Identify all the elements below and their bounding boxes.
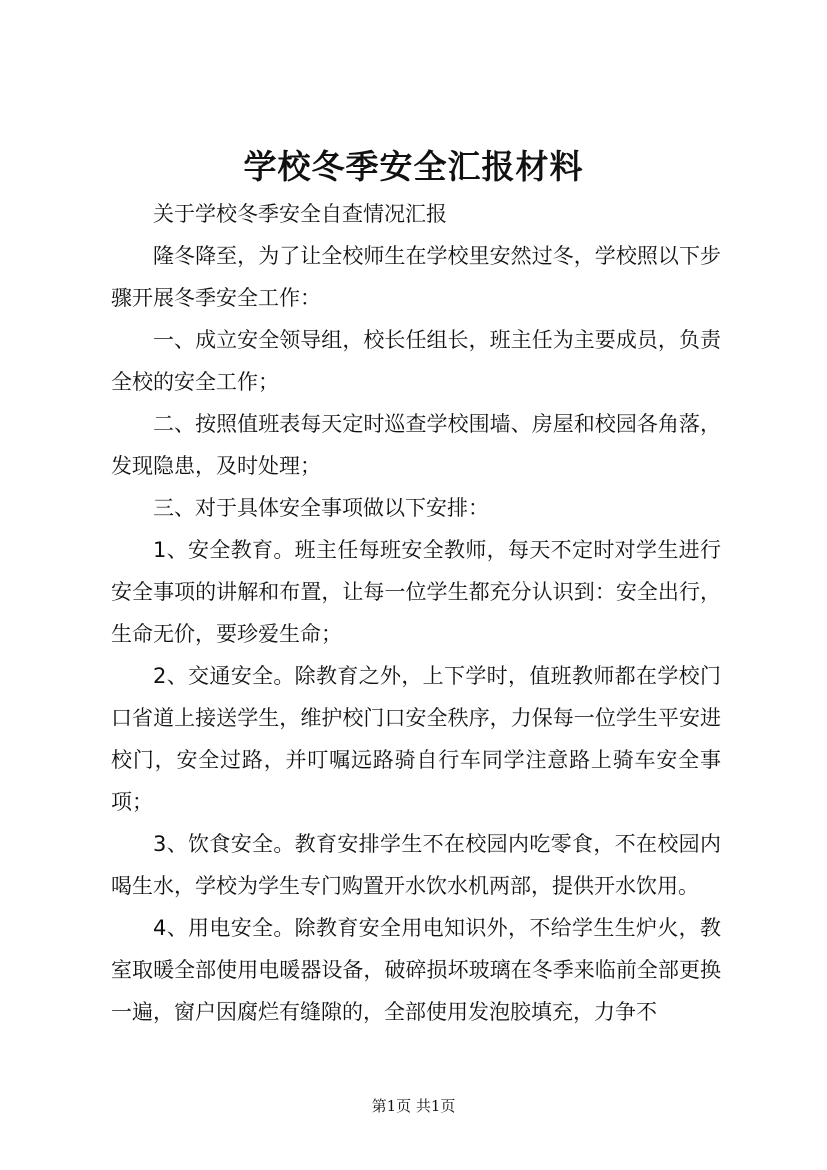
paragraph-safety-education: 1、安全教育。班主任每班安全教师，每天不定时对学生进行安全事项的讲解和布置，让每一位学生都充分认识到：安全出行，生命无价，要珍爱生命； [111,538,721,646]
document-title: 学校冬季安全汇报材料 [243,147,584,186]
paragraph-electric-safety: 4、用电安全。除教育安全用电知识外，不给学生生炉火，教室取暖全部使用电暖器设备，破碎损坏玻璃在冬季来临前全部更换一遍，窗户因腐烂有缝隙的，全部使用发泡胶填充，力争不 [111,916,721,1024]
paragraph-subtitle: 关于学校冬季安全自查情况汇报 [153,202,447,226]
paragraph-food-safety: 3、饮食安全。教育安排学生不在校园内吃零食，不在校园内喝生水，学校为学生专门购置开水饮水机两部，提供开水饮用。 [111,832,721,898]
paragraph-traffic-safety: 2、交通安全。除教育之外，上下学时，值班教师都在学校门口省道上接送学生，维护校门口安全秩序，力保每一位学生平安进校门，安全过路，并叮嘱远路骑自行车同学注意路上骑车安全事项； [111,664,721,814]
paragraph-item-1: 一、成立安全领导组，校长任组长，班主任为主要成员，负责全校的安全工作； [111,328,721,394]
page-footer: 第1页 共1页 [371,1097,456,1115]
document-body [111,193,721,1033]
paragraph-item-3: 三、对于具体安全事项做以下安排： [153,496,489,520]
paragraph-intro: 隆冬降至，为了让全校师生在学校里安然过冬，学校照以下步骤开展冬季安全工作： [111,244,721,310]
paragraph-item-2: 二、按照值班表每天定时巡查学校围墙、房屋和校园各角落，发现隐患，及时处理； [111,412,721,478]
